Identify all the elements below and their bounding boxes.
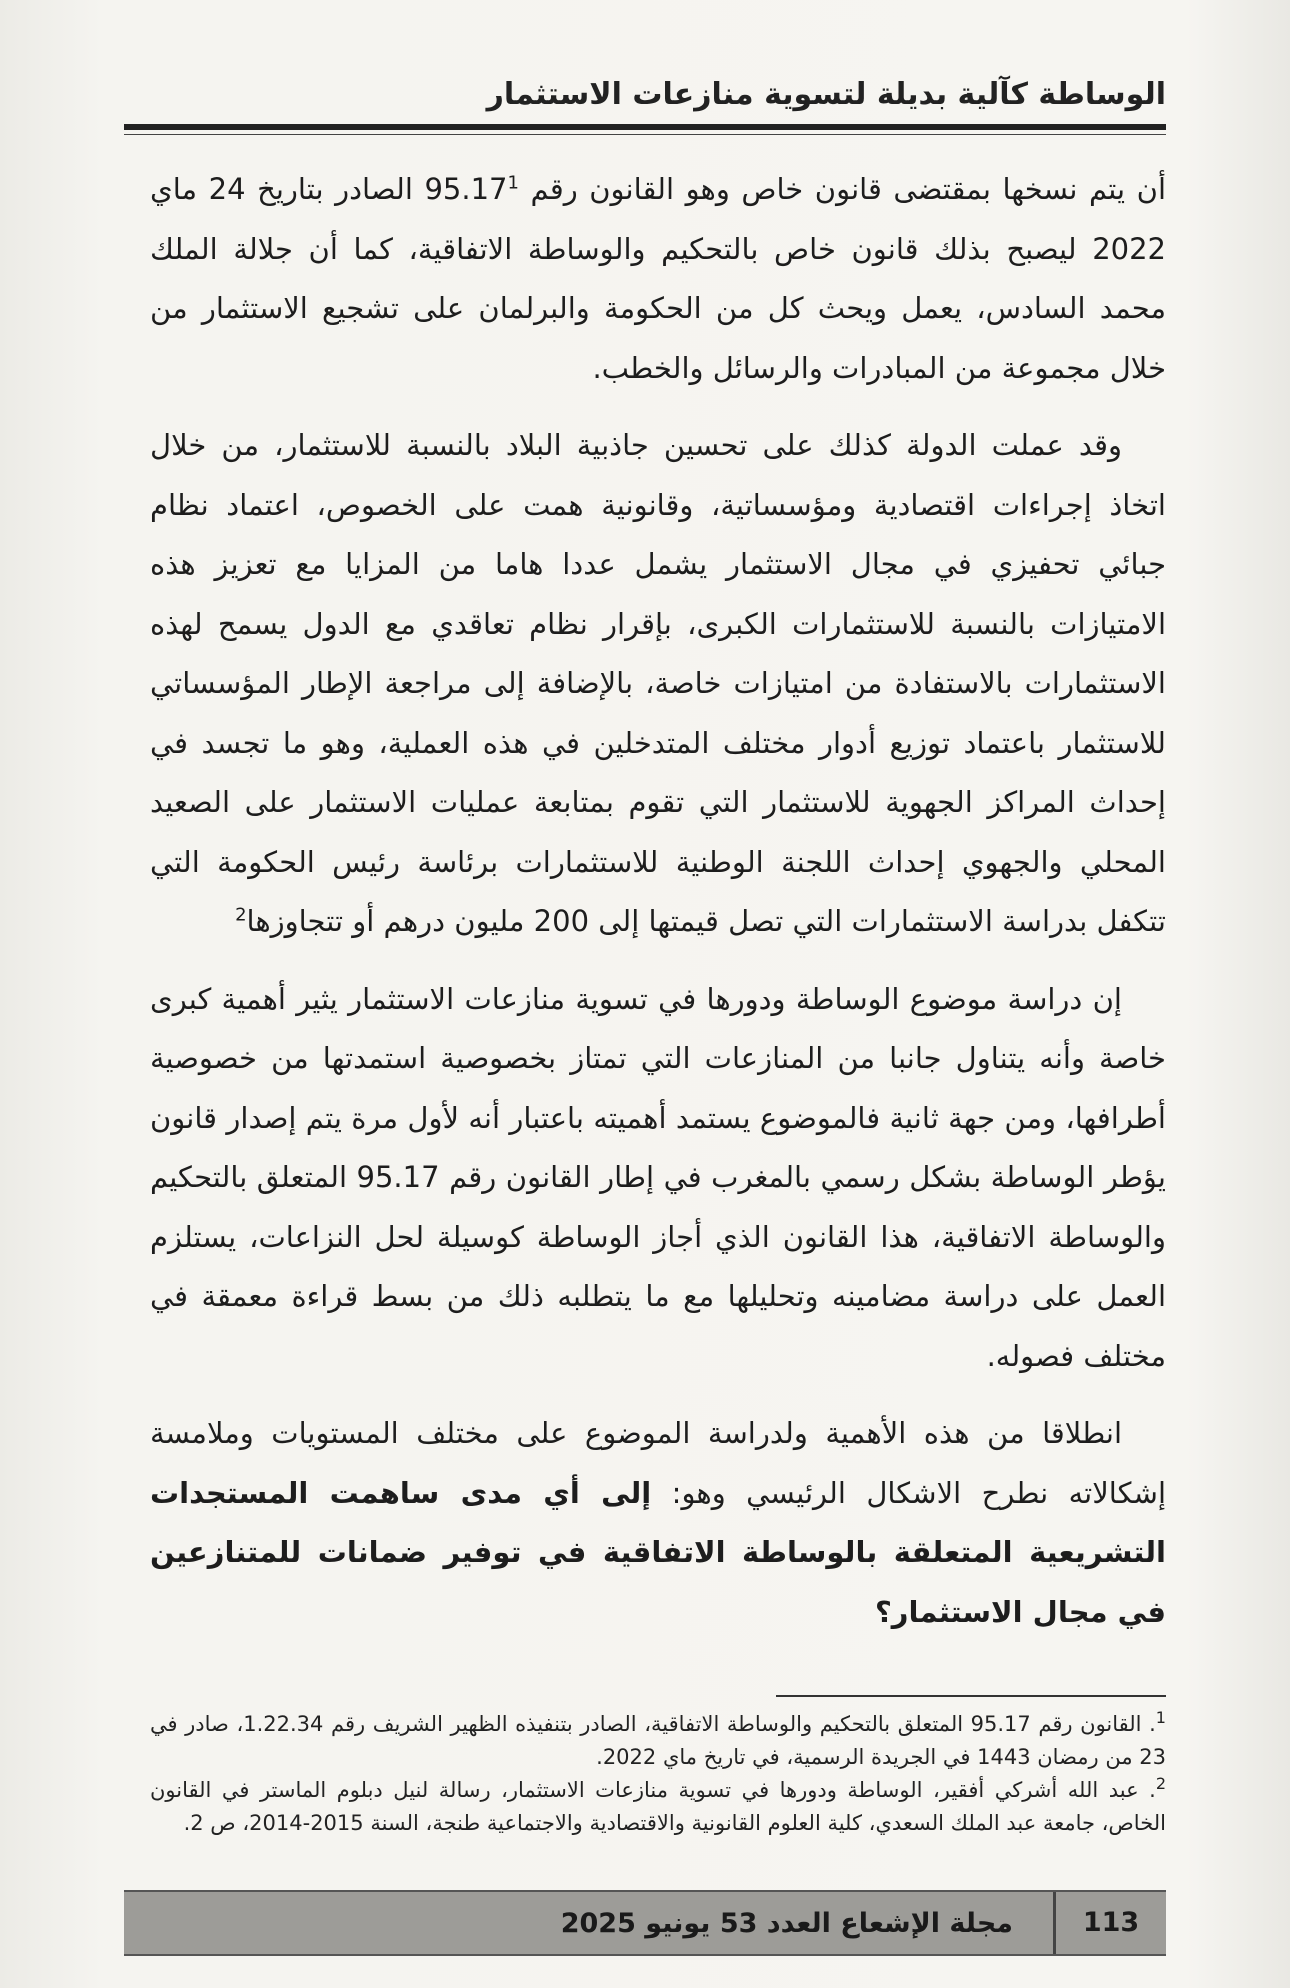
body-text [150, 160, 1166, 1654]
footnote-1-text: . القانون رقم 95.17 المتعلق بالتحكيم والوساطة الاتفاقية، الصادر بتنفيذه الظهير الشريف رقم 1.22.34، صادر في 23 من رمضان 1443 في الجريدة الرسمية، في تاريخ ماي 2022. [150, 1712, 1166, 1769]
journal-issue: مجلة الإشعاع العدد 53 يونيو 2025 [560, 1907, 1013, 1939]
footnote-separator [776, 1695, 1166, 1697]
paragraph-1-part-a: أن يتم نسخها بمقتضى قانون خاص وهو القانون رقم 95.17 [424, 172, 1167, 206]
footnote-ref-2: 2 [235, 904, 247, 926]
paragraph-3: إن دراسة موضوع الوساطة ودورها في تسوية منازعات الاستثمار يثير أهمية كبرى خاصة وأنه يتناول جانبا من المنازعات التي تمتاز بخصوصية استمدتها من خصوصية أطرافها، ومن جهة ثانية فالموضوع يستمد أهميته باعتبار أنه لأول مرة يتم إصدار قانون يؤطر الوساطة بشكل رسمي بالمغرب في إطار القانون رقم 95.17 المتعلق بالتحكيم والوساطة الاتفاقية، هذا القانون الذي أجاز الوساطة كوسيلة لحل النزاعات، يستلزم العمل على دراسة مضامينه وتحليلها مع ما يتطلبه ذلك من بسط قراءة معمقة في مختلف فصوله. [150, 981, 1166, 1373]
footnote-ref-1: 1 [507, 172, 519, 194]
page-number: 113 [1053, 1892, 1166, 1954]
header-rule-thin [124, 134, 1166, 135]
running-header-title: الوساطة كآلية بديلة لتسوية منازعات الاستثمار [486, 77, 1166, 112]
footnote-1-number: 1 [1155, 1708, 1166, 1727]
footnote-2-text: . عبد الله أشركي أفقير، الوساطة ودورها في تسوية منازعات الاستثمار، رسالة لنيل دبلوم الماستر في القانون الخاص، جامعة عبد الملك السعدي، كلية العلوم القانونية والاقتصادية والاجتماعية طنجة، السنة 2015-2014، ص 2. [150, 1778, 1166, 1835]
footnote-2-number: 2 [1155, 1774, 1166, 1793]
header-rule-thick [124, 124, 1166, 130]
paragraph-4 [150, 1404, 1166, 1642]
paragraph-1-part-b: الصادر بتاريخ 24 ماي 2022 ليصبح بذلك قانون خاص بالتحكيم والوساطة الاتفاقية، كما أن جلالة الملك محمد السادس، يعمل ويحث كل من الحكومة والبرلمان على تشجيع الاستثمار من خلال مجموعة من المبادرات والرسائل والخطب. [150, 172, 1166, 385]
paragraph-1 [150, 160, 1166, 398]
paragraph-4-text: انطلاقا من هذه الأهمية ولدراسة الموضوع على مختلف المستويات وملامسة إشكالاته نطرح الاشكال الرئيسي وهو: [150, 1416, 1166, 1510]
footnote-2 [150, 1774, 1166, 1840]
footnote-1 [150, 1708, 1166, 1774]
paragraph-2-text: وقد عملت الدولة كذلك على تحسين جاذبية البلاد بالنسبة للاستثمار، من خلال اتخاذ إجراءات اقتصادية ومؤسساتية، وقانونية همت على الخصوص، اعتماد نظام جبائي تحفيزي في مجال الاستثمار يشمل عددا هاما من المزايا مع تعزيز هذه الامتيازات بالنسبة للاستثمارات الكبرى، بإقرار نظام تعاقدي مع الدول يسمح لهذه الاستثمارات بالاستفادة من امتيازات خاصة، بالإضافة إلى مراجعة الإطار المؤسساتي للاستثمار باعتماد توزيع أدوار مختلف المتدخلين في هذه العملية، وهو ما تجسد في إحداث المراكز الجهوية للاستثمار التي تقوم بمتابعة عمليات الاستثمار على الصعيد المحلي والجهوي إحداث اللجنة الوطنية للاستثمارات برئاسة رئيس الحكومة التي تتكفل بدراسة الاستثمارات التي تصل قيمتها إلى 200 مليون درهم أو تتجاوزها [150, 428, 1166, 938]
research-question: إلى أي مدى ساهمت المستجدات التشريعية المتعلقة بالوساطة الاتفاقية في توفير ضمانات للمتنازعين في مجال الاستثمار؟ [150, 1475, 1166, 1629]
footnotes [150, 1708, 1166, 1840]
footer-band [124, 1890, 1166, 1956]
paragraph-2 [150, 416, 1166, 952]
